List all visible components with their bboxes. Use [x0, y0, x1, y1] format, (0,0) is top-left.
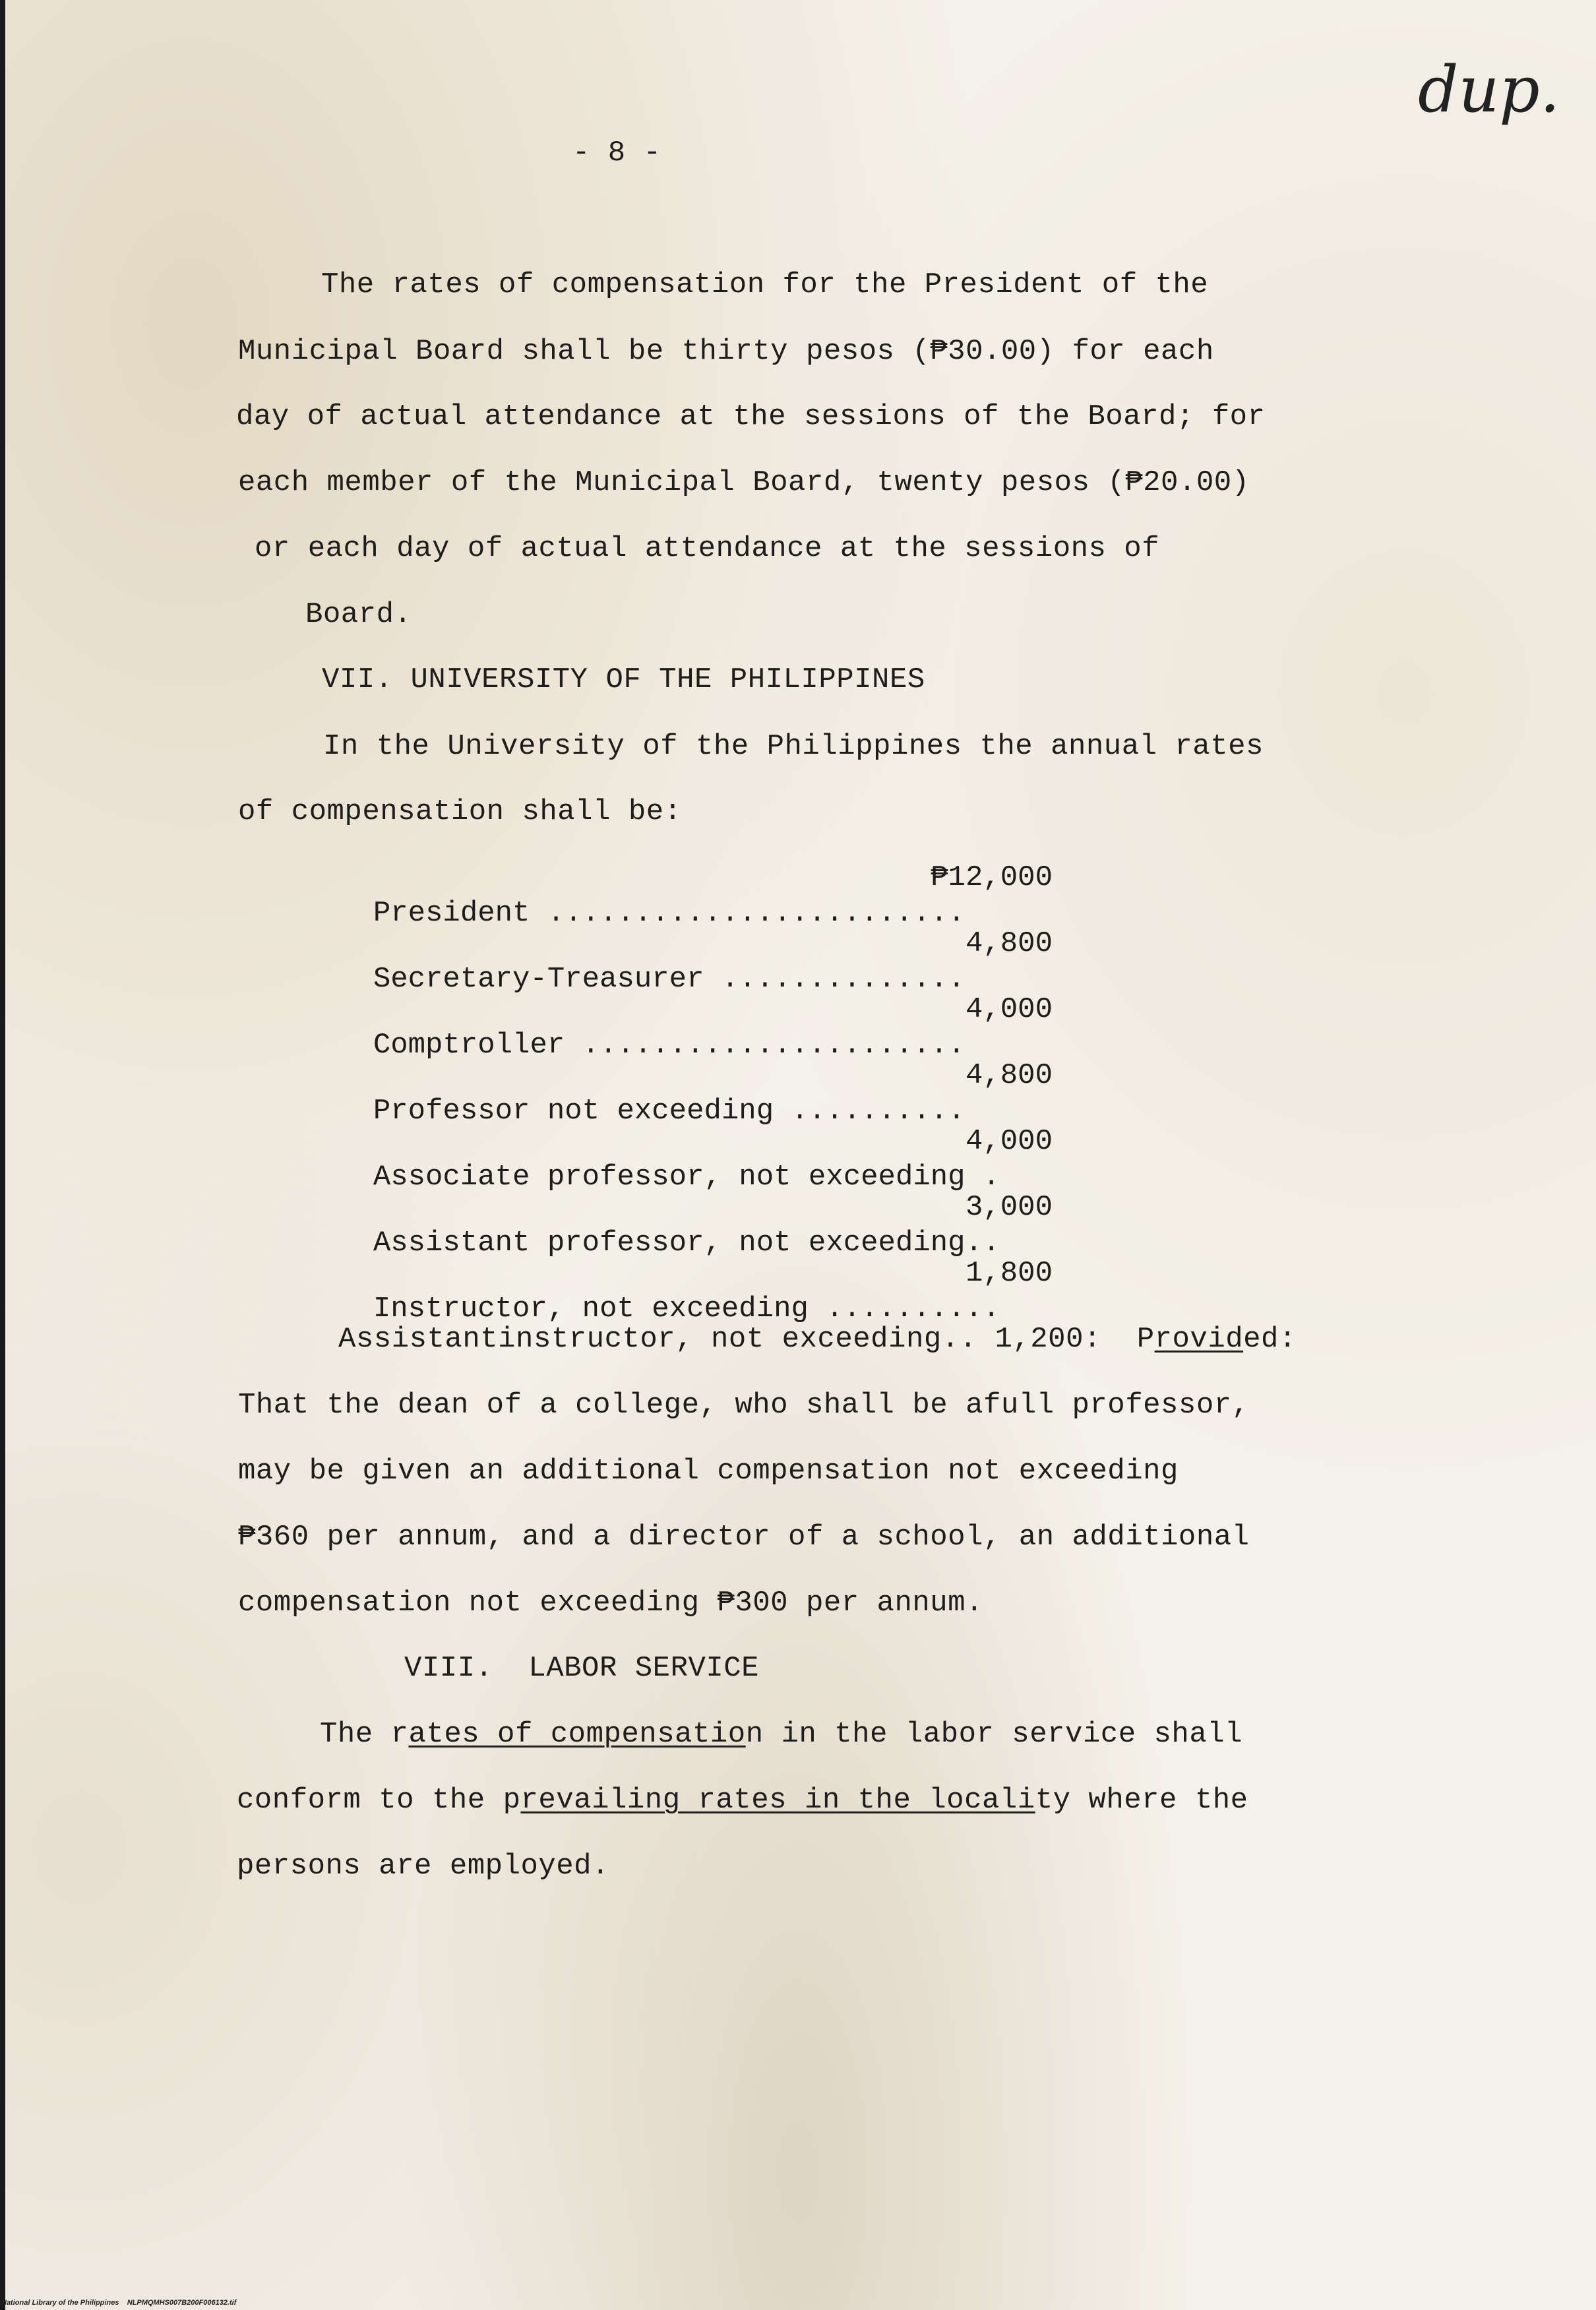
proviso-line-2: may be given an additional compensation not exceeding [238, 1455, 1179, 1488]
labor-line-1 [320, 1717, 1243, 1752]
rate-last-underlined: rovid [1154, 1323, 1244, 1356]
labor-line-1-pre: The r [320, 1718, 409, 1751]
page-number: - 8 - [572, 137, 661, 169]
rate-last-suffix: ed: [1243, 1323, 1297, 1356]
rate-label: Comptroller ...................... [373, 1029, 966, 1062]
para-board-line-5: or each day of actual attendance at the sessions of [255, 532, 1160, 565]
rate-amount: ₱12,000 [931, 861, 1053, 894]
section-vii-intro-2: of compensation shall be: [238, 795, 682, 828]
para-board-line-1: The rates of compensation for the President of the [321, 268, 1209, 301]
para-board-line-4: each member of the Municipal Board, twenty pesos (₱20.00) [238, 466, 1250, 499]
rate-last-prefix: Assistantinstructor, not exceeding.. 1,200: P [338, 1323, 1155, 1356]
labor-line-2-post: ty where the [1035, 1784, 1248, 1817]
labor-line-2-underlined: revailing rates in the locali [520, 1784, 1035, 1817]
para-board-line-2: Municipal Board shall be thirty pesos (₱30.00) for each [238, 335, 1214, 368]
labor-line-1-underlined: ates of compensatio [408, 1718, 746, 1751]
labor-line-3: persons are employed. [237, 1850, 609, 1883]
rate-amount: 4,800 [965, 1059, 1053, 1092]
proviso-line-3: ₱360 per annum, and a director of a school, an additional [238, 1521, 1250, 1554]
rate-amount: 4,800 [965, 927, 1053, 960]
section-viii-heading: VIII. LABOR SERVICE [404, 1652, 760, 1685]
rate-row-last [338, 1322, 1297, 1357]
handwritten-note: dup. [1418, 53, 1560, 127]
section-vii-heading: VII. UNIVERSITY OF THE PHILIPPINES [322, 663, 925, 696]
para-board-line-3: day of actual attendance at the sessions of the Board; for [236, 400, 1266, 433]
para-board-line-6: Board. [305, 598, 412, 631]
archive-footer: National Library of the Philippines NLPMQMHS007B200F006132.tif [1, 2299, 237, 2307]
labor-line-2 [237, 1782, 1248, 1818]
rate-label: Instructor, not exceeding .......... [373, 1292, 1000, 1325]
rate-amount: 4,000 [965, 1125, 1053, 1158]
proviso-line-4: compensation not exceeding ₱300 per annum. [238, 1587, 983, 1620]
scan-edge [0, 0, 5, 2310]
labor-line-1-post: n in the labor service shall [745, 1718, 1243, 1751]
rate-label: Assistant professor, not exceeding.. [373, 1227, 1000, 1260]
proviso-line-1: That the dean of a college, who shall be afull professor, [238, 1389, 1250, 1422]
section-vii-intro-1: In the University of the Philippines the annual rates [323, 730, 1264, 763]
rate-amount: 3,000 [965, 1191, 1053, 1224]
rate-label: Associate professor, not exceeding . [373, 1161, 1000, 1194]
labor-line-2-pre: conform to the p [237, 1784, 521, 1817]
rate-amount: 1,800 [965, 1257, 1053, 1290]
rate-amount: 4,000 [965, 993, 1053, 1026]
rate-label: Professor not exceeding .......... [373, 1095, 966, 1128]
rate-label: President ........................ [373, 897, 966, 930]
rate-label: Secretary-Treasurer .............. [373, 963, 966, 996]
